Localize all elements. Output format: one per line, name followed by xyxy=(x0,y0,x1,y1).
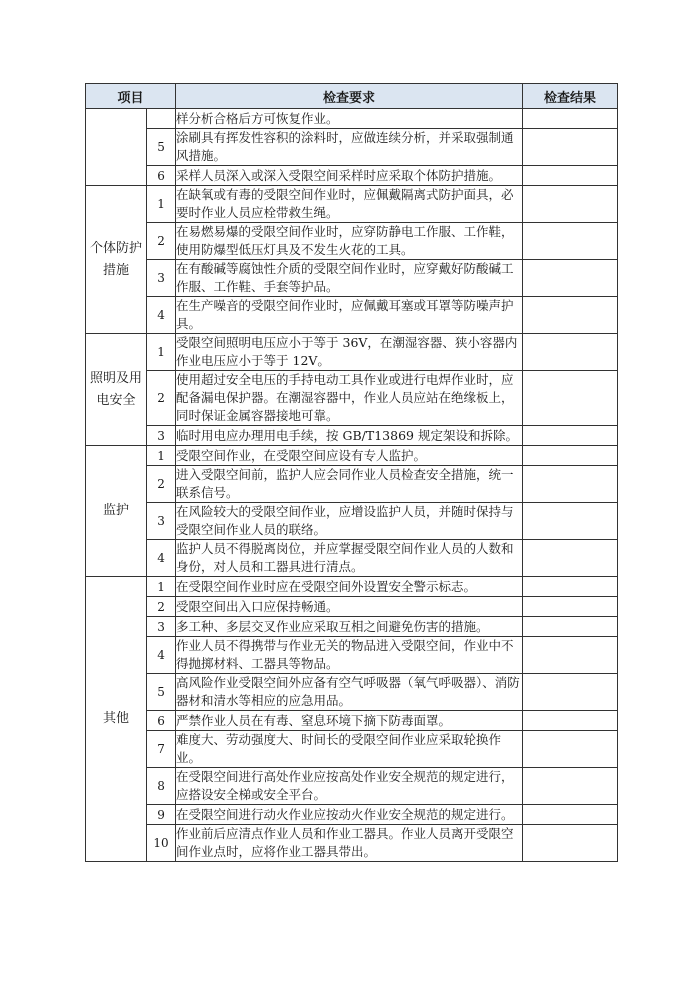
row-result-cell[interactable] xyxy=(523,334,618,371)
table-row xyxy=(86,223,618,260)
row-result-cell[interactable] xyxy=(523,768,618,805)
row-requirement: 在受限空间作业时应在受限空间外设置安全警示标志。 xyxy=(176,577,523,597)
row-requirement: 样分析合格后方可恢复作业。 xyxy=(176,109,523,129)
row-number: 8 xyxy=(147,768,176,805)
row-requirement: 在受限空间进行高处作业应按高处作业安全规范的规定进行，应搭设安全梯或安全平台。 xyxy=(176,768,523,805)
table-row xyxy=(86,617,618,637)
row-result-cell[interactable] xyxy=(523,597,618,617)
row-result-cell[interactable] xyxy=(523,825,618,862)
row-number: 1 xyxy=(147,577,176,597)
row-requirement: 在有酸碱等腐蚀性介质的受限空间作业时，应穿戴好防酸碱工作服、工作鞋、手套等护品。 xyxy=(176,260,523,297)
row-result-cell[interactable] xyxy=(523,503,618,540)
group-name: 监护 xyxy=(86,446,147,577)
row-result-cell[interactable] xyxy=(523,371,618,426)
row-requirement: 高风险作业受限空间外应备有空气呼吸器（氧气呼吸器）、消防器材和清水等相应的应急用品。 xyxy=(176,674,523,711)
table-row xyxy=(86,297,618,334)
row-requirement: 进入受限空间前，监护人应会同作业人员检查安全措施，统一联系信号。 xyxy=(176,466,523,503)
row-result-cell[interactable] xyxy=(523,731,618,768)
row-number: 3 xyxy=(147,260,176,297)
row-number: 5 xyxy=(147,674,176,711)
row-number: 4 xyxy=(147,637,176,674)
row-number: 4 xyxy=(147,297,176,334)
row-result-cell[interactable] xyxy=(523,166,618,186)
row-requirement: 严禁作业人员在有毒、窒息环境下摘下防毒面罩。 xyxy=(176,711,523,731)
row-requirement: 采样人员深入或深入受限空间采样时应采取个体防护措施。 xyxy=(176,166,523,186)
row-result-cell[interactable] xyxy=(523,466,618,503)
inspection-table xyxy=(85,83,618,862)
row-result-cell[interactable] xyxy=(523,674,618,711)
row-requirement: 使用超过安全电压的手持电动工具作业或进行电焊作业时，应配备漏电保护器。在潮湿容器中，作业人员应站在绝缘板上，同时保证金属容器接地可靠。 xyxy=(176,371,523,426)
row-requirement: 作业人员不得携带与作业无关的物品进入受限空间，作业中不得抛掷材料、工器具等物品。 xyxy=(176,637,523,674)
table-row xyxy=(86,597,618,617)
table-row xyxy=(86,711,618,731)
row-result-cell[interactable] xyxy=(523,446,618,466)
table-row xyxy=(86,166,618,186)
row-requirement: 涂刷具有挥发性容积的涂料时，应做连续分析，并采取强制通风措施。 xyxy=(176,129,523,166)
table-row xyxy=(86,260,618,297)
row-number: 3 xyxy=(147,503,176,540)
table-row xyxy=(86,637,618,674)
group-name xyxy=(86,109,147,186)
row-number xyxy=(147,109,176,129)
row-result-cell[interactable] xyxy=(523,617,618,637)
row-requirement: 作业前后应清点作业人员和作业工器具。作业人员离开受限空间作业点时，应将作业工器具带出。 xyxy=(176,825,523,862)
row-requirement: 受限空间作业，在受限空间应设有专人监护。 xyxy=(176,446,523,466)
table-row xyxy=(86,805,618,825)
row-number: 2 xyxy=(147,597,176,617)
row-number: 1 xyxy=(147,186,176,223)
row-number: 1 xyxy=(147,334,176,371)
row-result-cell[interactable] xyxy=(523,129,618,166)
row-number: 2 xyxy=(147,371,176,426)
table-row xyxy=(86,371,618,426)
row-number: 6 xyxy=(147,166,176,186)
group-name: 其他 xyxy=(86,577,147,862)
row-requirement: 受限空间出入口应保持畅通。 xyxy=(176,597,523,617)
row-result-cell[interactable] xyxy=(523,540,618,577)
row-result-cell[interactable] xyxy=(523,805,618,825)
table-row xyxy=(86,129,618,166)
row-result-cell[interactable] xyxy=(523,297,618,334)
table-row xyxy=(86,825,618,862)
table-row xyxy=(86,446,618,466)
table-row xyxy=(86,466,618,503)
row-result-cell[interactable] xyxy=(523,186,618,223)
table-row xyxy=(86,674,618,711)
table-row xyxy=(86,426,618,446)
row-requirement: 在易燃易爆的受限空间作业时，应穿防静电工作服、工作鞋，使用防爆型低压灯具及不发生火花的工具。 xyxy=(176,223,523,260)
row-result-cell[interactable] xyxy=(523,711,618,731)
table-row xyxy=(86,109,618,129)
row-requirement: 临时用电应办理用电手续，按 GB/T13869 规定架设和拆除。 xyxy=(176,426,523,446)
row-requirement: 在受限空间进行动火作业应按动火作业安全规范的规定进行。 xyxy=(176,805,523,825)
row-result-cell[interactable] xyxy=(523,260,618,297)
row-requirement: 在生产噪音的受限空间作业时，应佩戴耳塞或耳罩等防噪声护具。 xyxy=(176,297,523,334)
row-requirement: 受限空间照明电压应小于等于 36V，在潮湿容器、狭小容器内作业电压应小于等于 12V。 xyxy=(176,334,523,371)
group-name: 个体防护措施 xyxy=(86,186,147,334)
table-row xyxy=(86,577,618,597)
table-row xyxy=(86,186,618,223)
row-result-cell[interactable] xyxy=(523,637,618,674)
table-row xyxy=(86,334,618,371)
row-number: 2 xyxy=(147,466,176,503)
row-requirement: 多工种、多层交叉作业应采取互相之间避免伤害的措施。 xyxy=(176,617,523,637)
row-number: 7 xyxy=(147,731,176,768)
row-requirement: 监护人员不得脱离岗位，并应掌握受限空间作业人员的人数和身份，对人员和工器具进行清点。 xyxy=(176,540,523,577)
table-row xyxy=(86,768,618,805)
row-number: 10 xyxy=(147,825,176,862)
row-number: 3 xyxy=(147,426,176,446)
row-number: 3 xyxy=(147,617,176,637)
row-requirement: 在风险较大的受限空间作业，应增设监护人员，并随时保持与受限空间作业人员的联络。 xyxy=(176,503,523,540)
row-number: 5 xyxy=(147,129,176,166)
table-row xyxy=(86,503,618,540)
row-result-cell[interactable] xyxy=(523,426,618,446)
row-number: 6 xyxy=(147,711,176,731)
row-requirement: 在缺氧或有毒的受限空间作业时，应佩戴隔离式防护面具，必要时作业人员应栓带救生绳。 xyxy=(176,186,523,223)
row-number: 1 xyxy=(147,446,176,466)
group-name: 照明及用电安全 xyxy=(86,334,147,446)
row-result-cell[interactable] xyxy=(523,223,618,260)
row-result-cell[interactable] xyxy=(523,109,618,129)
header-requirement: 检查要求 xyxy=(176,84,523,109)
row-result-cell[interactable] xyxy=(523,577,618,597)
row-number: 9 xyxy=(147,805,176,825)
row-number: 4 xyxy=(147,540,176,577)
header-item: 项目 xyxy=(86,84,176,109)
row-requirement: 难度大、劳动强度大、时间长的受限空间作业应采取轮换作业。 xyxy=(176,731,523,768)
table-row xyxy=(86,540,618,577)
table-header-row xyxy=(86,84,618,109)
row-number: 2 xyxy=(147,223,176,260)
header-result: 检查结果 xyxy=(523,84,618,109)
table-row xyxy=(86,731,618,768)
